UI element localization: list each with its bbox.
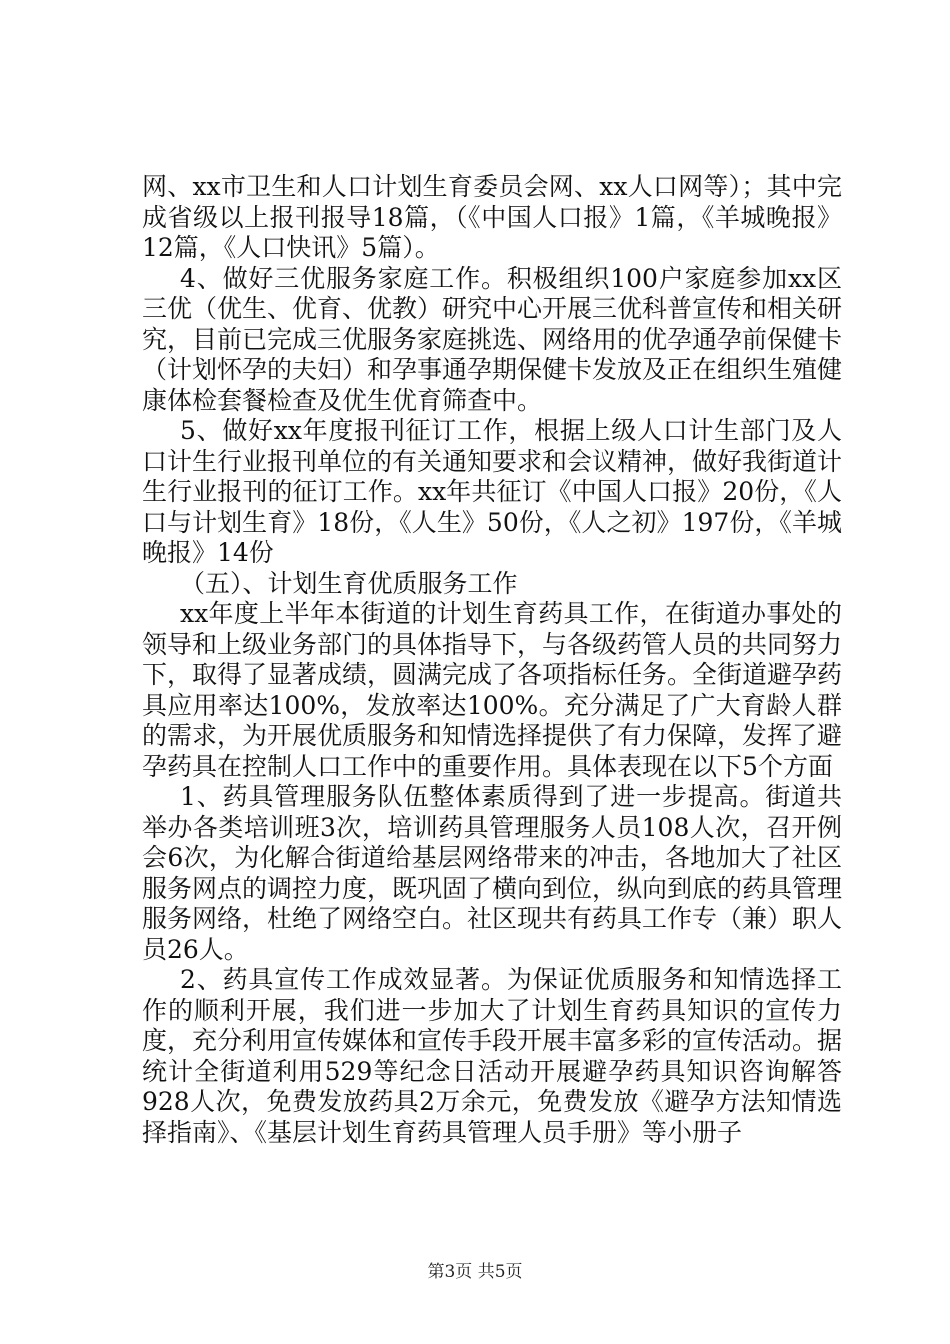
page-number-footer: 第3页 共5页	[427, 1262, 523, 1282]
paragraph-publicity-results: 2、药具宣传工作成效显著。为保证优质服务和知情选择工作的顺利开展，我们进一步加大了计划生育药具知识的宣传力度，充分利用宣传媒体和宣传手段开展丰富多彩的宣传活动。据统计全街道利用529等纪念日活动开展避孕药具知识咨询解答928人次，免费发放药具2万余元，免费发放《避孕方法知情选择指南》、《基层计划生育药具管理人员手册》等小册子	[142, 965, 843, 1147]
document-body	[142, 172, 842, 1148]
paragraph-three-excellence-service: 4、做好三优服务家庭工作。积极组织100户家庭参加xx区三优（优生、优育、优教）研究中心开展三优科普宣传和相关研究，目前已完成三优服务家庭挑选、网络用的优孕通孕前保健卡（计划怀孕的夫妇）和孕事通孕期保健卡发放及正在组织生殖健康体检套餐检查及优生优育筛查中。	[142, 263, 843, 415]
paragraph-reporting-summary: 网、xx市卫生和人口计划生育委员会网、xx人口网等）；其中完成省级以上报刊报导18篇，（《中国人口报》1篇，《羊城晚报》12篇，《人口快讯》5篇）。	[142, 172, 842, 262]
paragraph-team-quality: 1、药具管理服务队伍整体素质得到了进一步提高。街道共举办各类培训班3次，培训药具管理服务人员108人次，召开例会6次，为化解合街道给基层网络带来的冲击，各地加大了社区服务网点的调控力度，既巩固了横向到位，纵向到底的药具管理服务网络，杜绝了网络空白。社区现共有药具工作专（兼）职人员26人。	[142, 782, 843, 964]
paragraph-newspaper-subscription: 5、做好xx年度报刊征订工作，根据上级人口计生部门及人口计生行业报刊单位的有关通知要求和会议精神，做好我街道计生行业报刊的征订工作。xx年共征订《中国人口报》20份，《人口与计划生育》18份，《人生》50份，《人之初》197份，《羊城晚报》14份	[142, 416, 843, 567]
section-heading-quality-service: （五）、计划生育优质服务工作	[180, 568, 518, 598]
paragraph-contraceptive-work-overview: xx年度上半年本街道的计划生育药具工作，在街道办事处的领导和上级业务部门的具体指导下，与各级药管人员的共同努力下，取得了显著成绩，圆满完成了各项指标任务。全街道避孕药具应用率达100%，发放率达100%。充分满足了广大育龄人群的需求，为开展优质服务和知情选择提供了有力保障，发挥了避孕药具在控制人口工作中的重要作用。具体表现在以下5个方面	[142, 599, 843, 781]
